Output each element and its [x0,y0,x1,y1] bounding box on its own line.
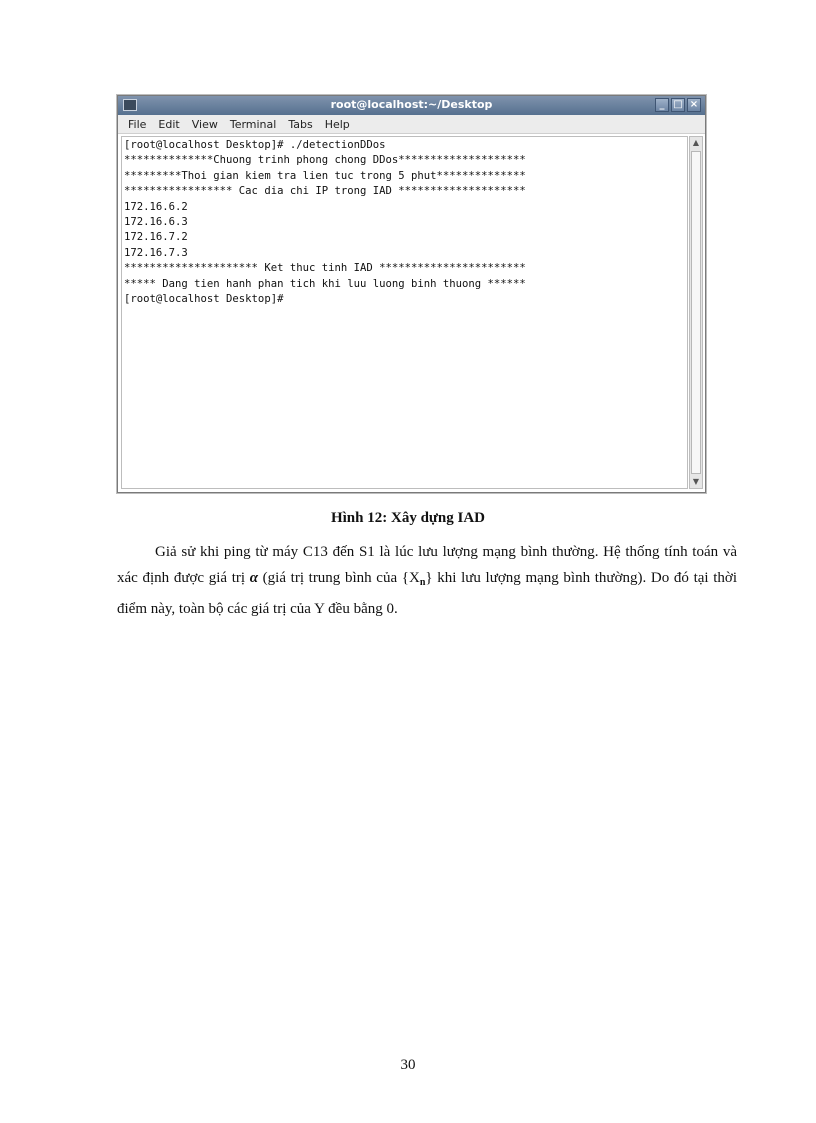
console-line: ***************** Cac dia chi IP trong IAD ******************** [124,185,526,198]
console-line: *********Thoi gian kiem tra lien tuc trong 5 phut************** [124,169,526,182]
terminal-scrollbar[interactable] [689,136,703,489]
paragraph-text-1: Giả sử khi ping từ máy C13 đến S1 là lúc lưu lượng mạng bình thường. Hệ thống tính toán và xác định được giá trị [117,544,737,586]
maximize-icon[interactable]: □ [671,98,685,112]
menu-help[interactable]: Help [324,117,350,131]
minimize-icon[interactable]: _ [655,98,669,112]
subscript-n: n [419,577,426,588]
console-line: [root@localhost Desktop]# ./detectionDDos [124,139,386,151]
terminal-title: root@localhost:~/Desktop [330,98,493,111]
terminal-output[interactable] [121,136,688,489]
menu-file[interactable]: File [128,117,147,131]
terminal-titlebar [118,96,705,115]
menu-terminal[interactable]: Terminal [229,117,277,131]
page-number: 30 [400,1057,416,1073]
terminal-screenshot [117,95,706,493]
console-line: 172.16.6.2 [124,200,188,213]
console-line: 172.16.6.3 [124,216,188,229]
console-line: **************Chuong trinh phong chong DDos******************** [124,154,526,167]
menu-edit[interactable]: Edit [158,117,180,131]
paragraph-text-2: (giá trị trung bình của {X [258,570,420,586]
scroll-down-icon[interactable]: ▼ [692,477,700,486]
window-controls [655,98,701,112]
console-line: ***** Dang tien hanh phan tich khi luu luong binh thuong ****** [124,277,526,290]
figure-caption: Hình 12: Xây dựng IAD [330,510,486,526]
close-icon[interactable]: × [687,98,701,112]
alpha-symbol: α [249,570,258,586]
menu-view[interactable]: View [191,117,218,131]
body-paragraph [117,539,737,622]
scroll-up-icon[interactable]: ▲ [692,138,700,147]
console-text [122,137,687,308]
paragraph-text-3: } khi lưu lượng mạng bình thường). Do đó tại thời điểm này, toàn bộ các giá trị của Y đều bằng 0. [117,570,737,617]
console-line: 172.16.7.2 [124,231,188,244]
terminal-menubar [118,115,705,134]
console-line: [root@localhost Desktop]# [124,293,284,306]
menu-tabs[interactable]: Tabs [288,117,313,131]
scrollbar-thumb[interactable] [691,151,701,474]
console-line: ********************* Ket thuc tinh IAD *********************** [124,262,526,275]
console-line: 172.16.7.3 [124,246,188,259]
